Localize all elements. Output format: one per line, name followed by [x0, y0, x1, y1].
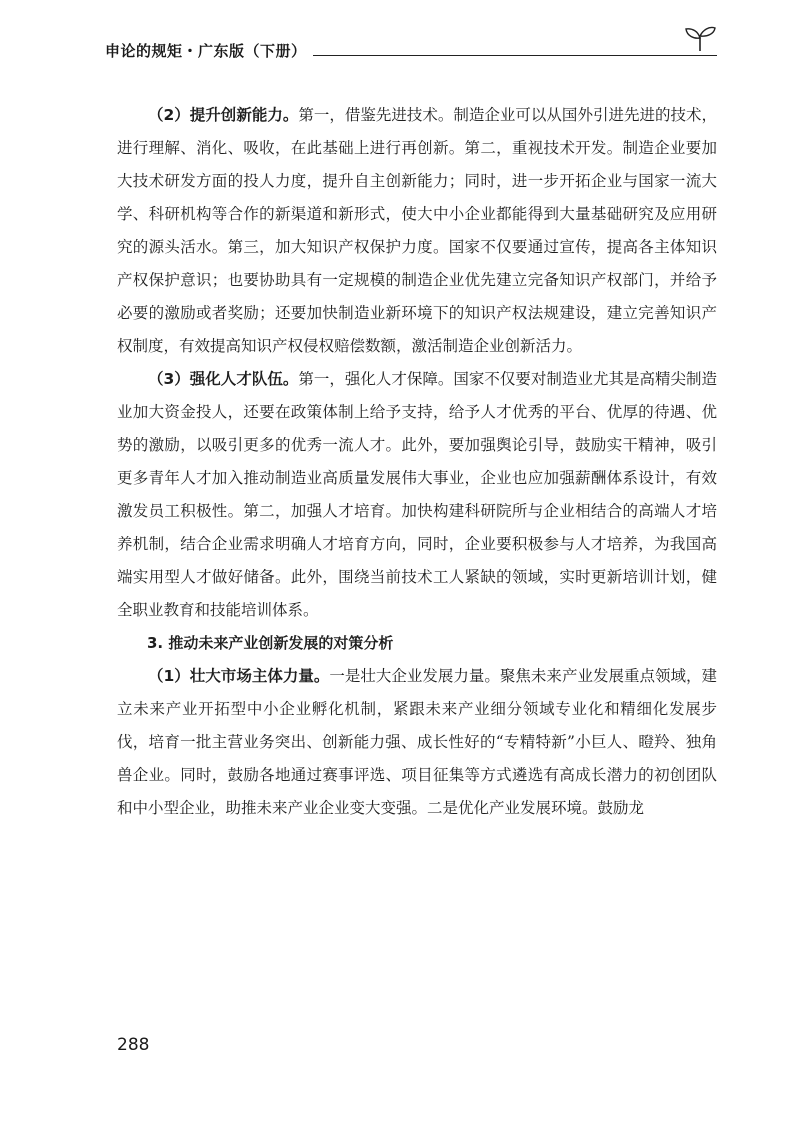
- body-text: [117, 99, 717, 825]
- running-header: [105, 36, 717, 60]
- paragraph-lead: （1）壮大市场主体力量。: [148, 667, 330, 685]
- paragraph-text: 一是壮大企业发展力量。聚焦未来产业发展重点领域，建立未来产业开拓型中小企业孵化机制，紧跟未来产业细分领域专业化和精细化发展步伐，培育一批主营业务突出、创新能力强、成长性好的“专精特新”小巨人、瞪羚、独角兽企业。同时，鼓励各地通过赛事评选、项目征集等方式遴选有高成长潜力的初创团队和中小型企业，助推未来产业企业变大变强。二是优化产业发展环境。鼓励龙: [117, 667, 717, 817]
- sprout-icon: [683, 24, 717, 52]
- paragraph-talent: [117, 363, 717, 627]
- header-rule: [313, 55, 717, 56]
- page-number: 288: [117, 1035, 150, 1055]
- paragraph-innovation: [117, 99, 717, 363]
- paragraph-lead: （2）提升创新能力。: [148, 106, 299, 124]
- paragraph-text: 第一，借鉴先进技术。制造企业可以从国外引进先进的技术，进行理解、消化、吸收，在此基础上进行再创新。第二，重视技术开发。制造企业要加大技术研发方面的投人力度，提升自主创新能力；同时，进一步开拓企业与国家一流大学、科研机构等合作的新渠道和新形式，使大中小企业都能得到大量基础研究及应用研究的源头活水。第三，加大知识产权保护力度。国家不仅要通过宣传，提高各主体知识产权保护意识；也要协助具有一定规模的制造企业优先建立完备知识产权部门，并给予必要的激励或者奖励；还要加快制造业新环境下的知识产权法规建设，建立完善知识产权制度，有效提高知识产权侵权赔偿数额，激活制造企业创新活力。: [117, 106, 717, 355]
- section-heading: 3. 推动未来产业创新发展的对策分析: [147, 634, 394, 652]
- header-title: 申论的规矩・广东版（下册）: [105, 42, 307, 60]
- paragraph-market: [117, 660, 717, 825]
- paragraph-lead: （3）强化人才队伍。: [148, 370, 299, 388]
- paragraph-text: 第一，强化人才保障。国家不仅要对制造业尤其是高精尖制造业加大资金投人，还要在政策体制上给予支持，给予人才优秀的平台、优厚的待遇、优势的激励，以吸引更多的优秀一流人才。此外，要加强舆论引导，鼓励实干精神，吸引更多青年人才加入推动制造业高质量发展伟大事业，企业也应加强薪酬体系设计，有效激发员工积极性。第二，加强人才培育。加快构建科研院所与企业相结合的高端人才培养机制，结合企业需求明确人才培育方向，同时，企业要积极参与人才培养，为我国高端实用型人才做好储备。此外，围绕当前技术工人紧缺的领域，实时更新培训计划，健全职业教育和技能培训体系。: [117, 370, 717, 619]
